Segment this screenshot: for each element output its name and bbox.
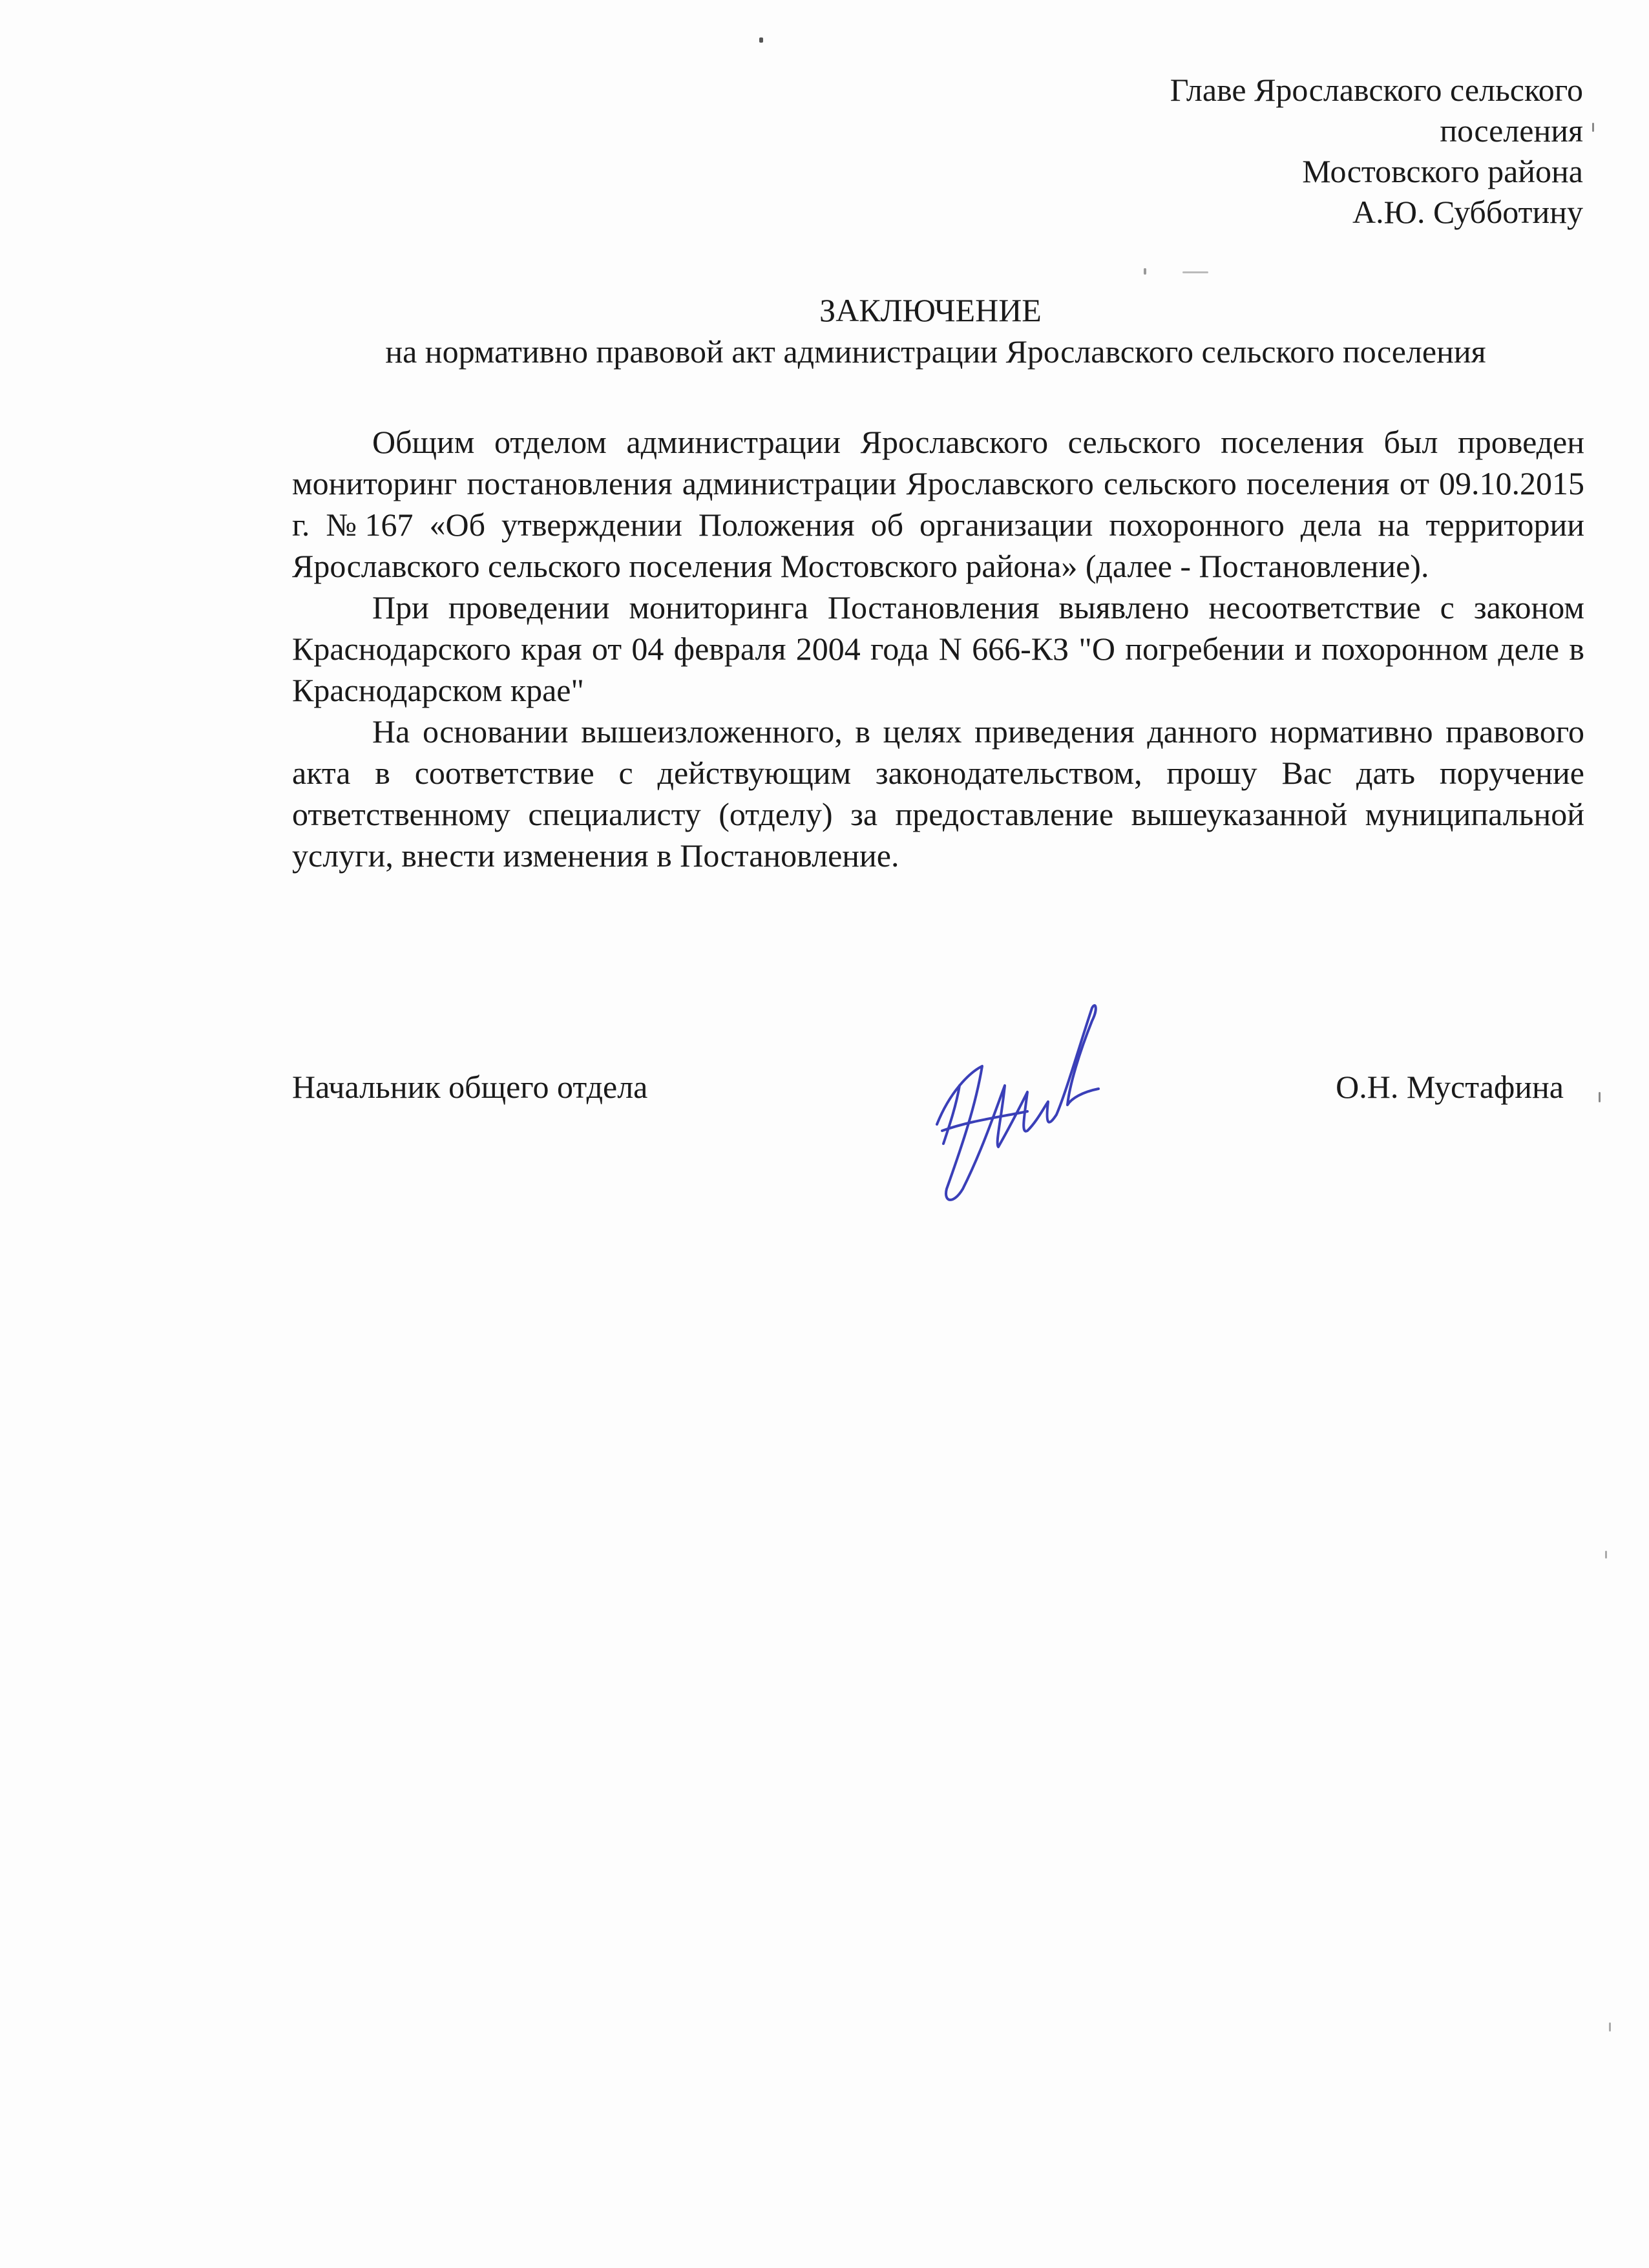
scan-speck [1182,271,1208,273]
scan-speck [759,37,763,43]
body-paragraph: Общим отделом администрации Ярославского сельского поселения был проведен мониторинг постановления администрации Ярославского сельского поселения от 09.10.2015 г. №167 «Об утверждении Положения об организации похоронного дела на территории Ярославского сельского поселения Мостовского района» (далее - Постановление). [292,424,1584,584]
signer-position: Начальник общего отдела [292,1069,648,1105]
signer-name: О.Н. Мустафина [1336,1069,1564,1105]
addressee-block [937,70,1583,233]
addressee-line-2: поселения [1440,112,1583,149]
scan-speck [1605,1551,1607,1559]
body-paragraph: На основании вышеизложенного, в целях приведения данного нормативно правового акта в соответствие с действующим законодательством, прошу Вас дать поручение ответственному специалисту (отделу) за предоставление вышеуказанной муниципальной услуги, внести изменения в Постановление. [292,713,1584,874]
scan-speck [1592,123,1594,132]
document-body [292,421,1584,876]
document-subtitle: на нормативно правовой акт администрации Ярославского сельского поселения [385,333,1486,370]
scan-speck [1144,268,1146,275]
handwritten-signature [898,995,1111,1215]
scan-speck [1609,2022,1611,2032]
addressee-line-1: Главе Ярославского сельского [1170,72,1583,108]
document-title: ЗАКЛЮЧЕНИЕ [819,292,1042,328]
addressee-line-3: Мостовского района [1302,153,1583,189]
scan-speck [1599,1092,1601,1102]
body-paragraph: При проведении мониторинга Постановления выявлено несоответствие с законом Краснодарского края от 04 февраля 2004 года N 666-КЗ "О погребении и похоронном деле в Краснодарском крае" [292,589,1584,708]
addressee-line-4: А.Ю. Субботину [1352,194,1583,230]
